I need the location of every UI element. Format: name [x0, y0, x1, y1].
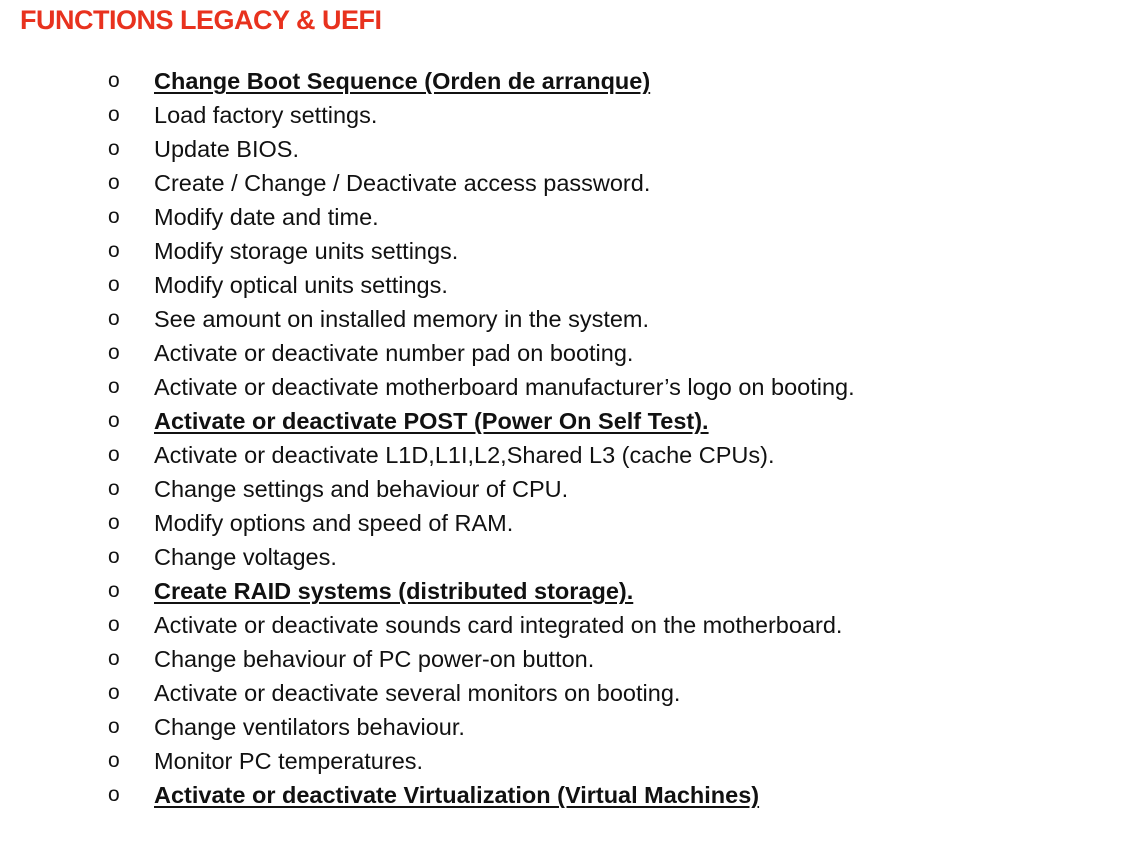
- bullet-icon: o: [108, 375, 120, 398]
- list-item-text: Activate or deactivate several monitors on booting.: [154, 680, 681, 706]
- bullet-icon: o: [108, 205, 120, 228]
- list-item-text: Modify options and speed of RAM.: [154, 510, 514, 536]
- bullet-icon: o: [108, 341, 120, 364]
- bullet-icon: o: [108, 579, 120, 602]
- list-item-text: Update BIOS.: [154, 136, 299, 162]
- bullet-icon: o: [108, 783, 120, 806]
- bullet-icon: o: [108, 69, 120, 92]
- list-item-text-emphasized: Create RAID systems (distributed storage).: [154, 578, 634, 604]
- list-item-text: Change ventilators behaviour.: [154, 714, 465, 740]
- bullet-icon: o: [108, 545, 120, 568]
- bullet-icon: o: [108, 613, 120, 636]
- list-item-text: See amount on installed memory in the system.: [154, 306, 650, 332]
- list-item-text: Modify storage units settings.: [154, 238, 459, 264]
- bullet-icon: o: [108, 647, 120, 670]
- list-item-text: Activate or deactivate number pad on booting.: [154, 340, 634, 366]
- bullet-icon: o: [108, 137, 120, 160]
- bullet-icon: o: [108, 409, 120, 432]
- list-item-text: Activate or deactivate L1D,L1I,L2,Shared L3 (cache CPUs).: [154, 442, 775, 468]
- list-item-text: Activate or deactivate motherboard manufacturer’s logo on booting.: [154, 374, 855, 400]
- bullet-icon: o: [108, 443, 120, 466]
- list-item-text: Modify date and time.: [154, 204, 379, 230]
- bullet-icon: o: [108, 103, 120, 126]
- bullet-icon: o: [108, 511, 120, 534]
- list-item-text: Change settings and behaviour of CPU.: [154, 476, 569, 502]
- bullet-icon: o: [108, 273, 120, 296]
- list-item-text-emphasized: Change Boot Sequence (Orden de arranque): [154, 68, 651, 94]
- list-item-text: Load factory settings.: [154, 102, 378, 128]
- document-title: FUNCTIONS LEGACY & UEFI: [20, 5, 382, 35]
- list-item-text: Modify optical units settings.: [154, 272, 448, 298]
- list-item-text-emphasized: Activate or deactivate POST (Power On Self Test).: [154, 408, 709, 434]
- list-item-text-emphasized: Activate or deactivate Virtualization (Virtual Machines): [154, 782, 760, 808]
- bullet-icon: o: [108, 477, 120, 500]
- bullet-icon: o: [108, 171, 120, 194]
- list-item-text: Change voltages.: [154, 544, 337, 570]
- bullet-icon: o: [108, 715, 120, 738]
- list-item-text: Change behaviour of PC power-on button.: [154, 646, 595, 672]
- bullet-icon: o: [108, 239, 120, 262]
- list-item-text: Activate or deactivate sounds card integrated on the motherboard.: [154, 612, 843, 638]
- bullet-icon: o: [108, 307, 120, 330]
- bullet-icon: o: [108, 681, 120, 704]
- list-item-text: Monitor PC temperatures.: [154, 748, 424, 774]
- bullet-icon: o: [108, 749, 120, 772]
- list-item-text: Create / Change / Deactivate access password.: [154, 170, 651, 196]
